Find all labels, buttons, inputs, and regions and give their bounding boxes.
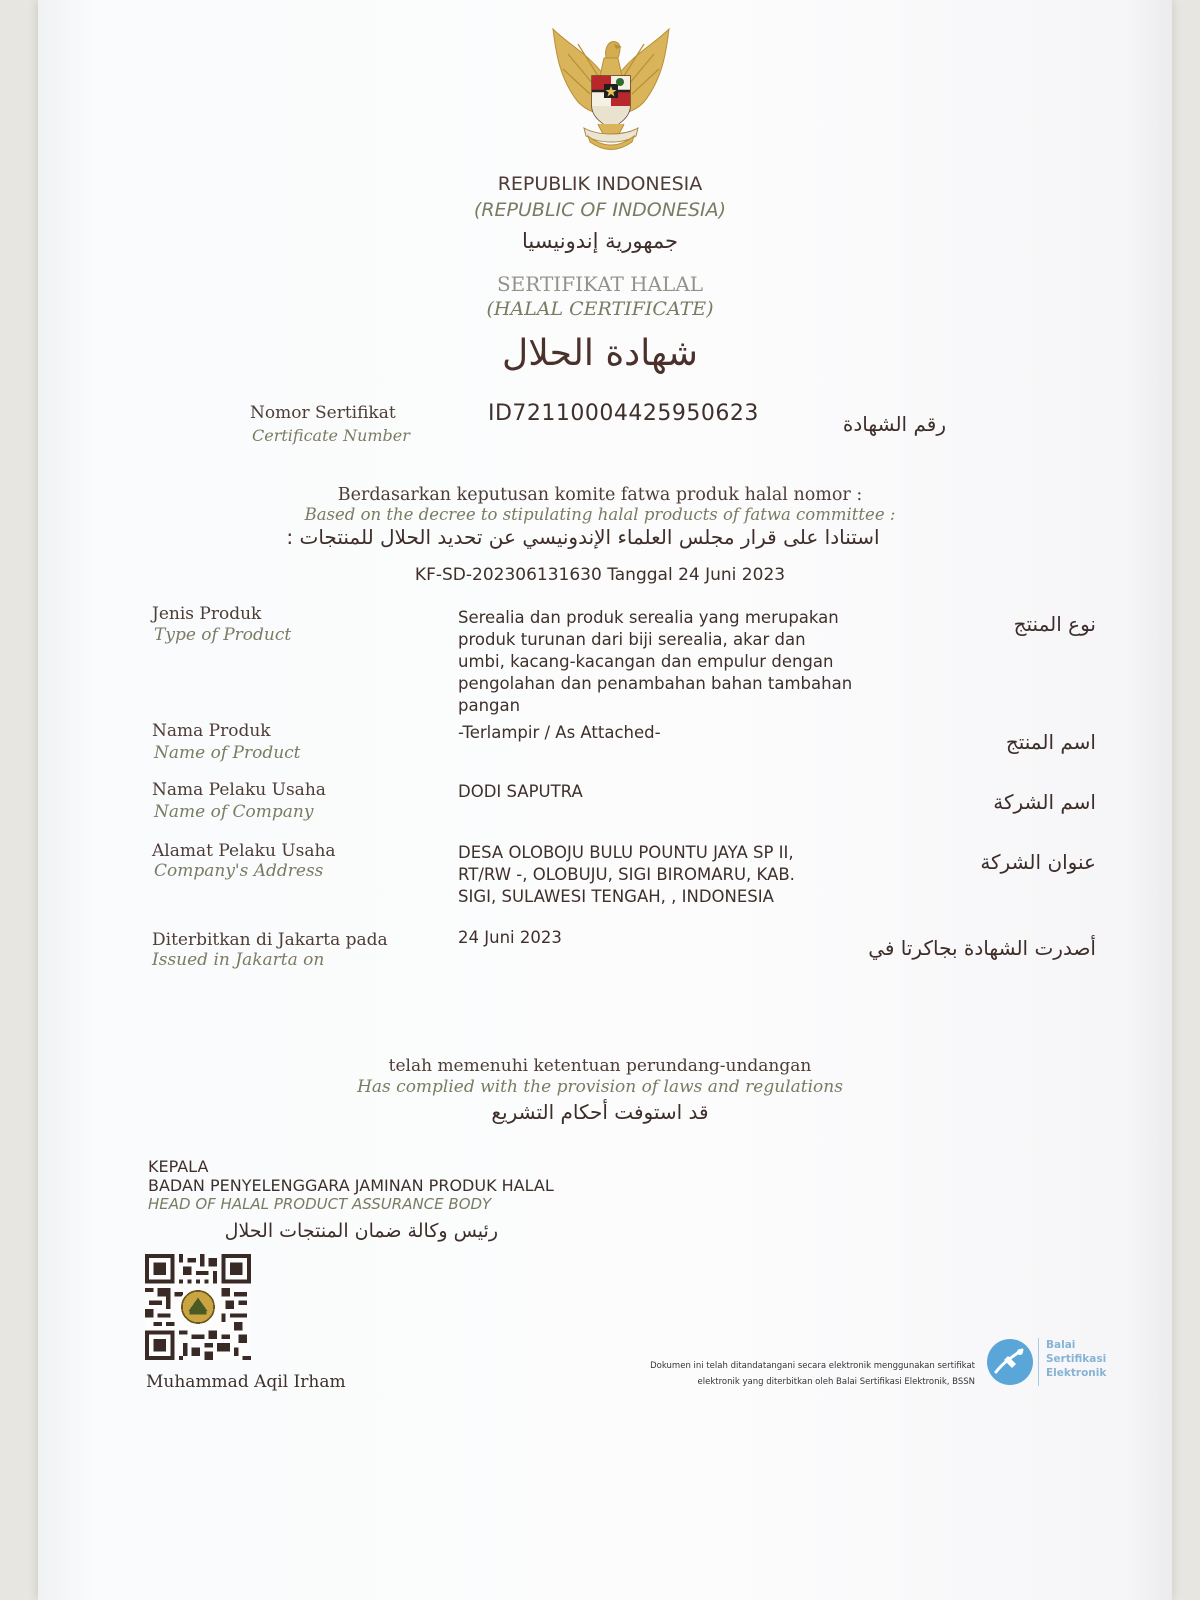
decree-line-ar: استنادا على قرار مجلس العلماء الإندونيسي عن تحديد الحلال للمنتجات : <box>286 525 880 549</box>
field-value: Serealia dan produk serealia yang merupakan produk turunan dari biji serealia, akar dan umbi, kacang-kacangan dan empulur dengan pengolahan dan penambahan bahan tambahan pangan <box>458 608 853 715</box>
field-label-ar: أصدرت الشهادة بجاكرتا في <box>868 936 1096 960</box>
field-label: Diterbitkan di Jakarta pada <box>152 930 388 950</box>
field-value: DODI SAPUTRA <box>458 782 583 801</box>
field-label: Jenis Produk <box>152 604 262 624</box>
certificate-title-en: (HALAL CERTIFICATE) <box>486 298 714 320</box>
bsre-logo-text: Balai Sertifikasi Elektronik <box>1046 1339 1107 1379</box>
signatory-title-ar: رئيس وكالة ضمان المنتجات الحلال <box>224 1220 498 1242</box>
qr-code-icon[interactable] <box>145 1254 251 1360</box>
field-label-en: Company's Address <box>154 861 324 881</box>
bsre-logo-icon <box>986 1338 1034 1386</box>
field-label-en: Type of Product <box>154 625 292 645</box>
decree-line-id: Berdasarkan keputusan komite fatwa produk halal nomor : <box>337 485 863 505</box>
field-label-en: Name of Company <box>154 802 314 822</box>
country-name-ar: جمهورية إندونيسيا <box>521 229 679 253</box>
certificate-number-label-ar: رقم الشهادة <box>842 412 946 436</box>
country-name-en: (REPUBLIC OF INDONESIA) <box>473 199 727 221</box>
certificate-number-label-en: Certificate Number <box>252 426 410 445</box>
decree-number: KF-SD-202306131630 Tanggal 24 Juni 2023 <box>414 565 786 585</box>
esign-note-line-1: Dokumen ini telah ditandatangani secara elektronik menggunakan sertifikat <box>650 1361 975 1371</box>
signatory-name: Muhammad Aqil Irham <box>146 1372 346 1392</box>
field-label-ar: اسم المنتج <box>1005 730 1096 754</box>
field-label-en: Name of Product <box>154 743 301 763</box>
field-label-ar: نوع المنتج <box>1013 612 1096 636</box>
signatory-title-en: HEAD OF HALAL PRODUCT ASSURANCE BODY <box>148 1195 492 1213</box>
field-label: Nama Produk <box>152 721 271 741</box>
certificate-number-label: Nomor Sertifikat <box>250 403 396 423</box>
compliance-line-en: Has complied with the provision of laws and regulations <box>357 1077 843 1097</box>
field-value: 24 Juni 2023 <box>458 928 562 947</box>
compliance-line-id: telah memenuhi ketentuan perundang-undangan <box>388 1056 812 1076</box>
field-value: -Terlampir / As Attached- <box>458 723 661 742</box>
garuda-emblem-icon <box>548 24 674 158</box>
country-name-id: REPUBLIK INDONESIA <box>497 173 703 195</box>
esign-note <box>560 1358 975 1390</box>
field-label-ar: اسم الشركة <box>993 790 1096 814</box>
field-label: Alamat Pelaku Usaha <box>152 841 336 861</box>
decree-line-en: Based on the decree to stipulating halal products of fatwa committee : <box>304 505 896 524</box>
field-label-ar: عنوان الشركة <box>980 850 1096 874</box>
signatory-title-1: KEPALA <box>148 1157 209 1176</box>
field-label-en: Issued in Jakarta on <box>152 950 325 970</box>
certificate-title-ar: شهادة الحلال <box>502 333 698 374</box>
compliance-line-ar: قد استوفت أحكام التشريع <box>491 1100 709 1124</box>
certificate-title-id: SERTIFIKAT HALAL <box>496 272 704 296</box>
signatory-title-2: BADAN PENYELENGGARA JAMINAN PRODUK HALAL <box>148 1176 554 1195</box>
certificate-number-value: ID72110004425950623 <box>488 401 759 426</box>
field-label: Nama Pelaku Usaha <box>152 780 326 800</box>
esign-note-line-2: elektronik yang diterbitkan oleh Balai Sertifikasi Elektronik, BSSN <box>697 1377 975 1387</box>
field-value: DESA OLOBOJU BULU POUNTU JAYA SP II, RT/RW -, OLOBUJU, SIGI BIROMARU, KAB. SIGI, SULAWESI TENGAH, , INDONESIA <box>458 843 795 906</box>
